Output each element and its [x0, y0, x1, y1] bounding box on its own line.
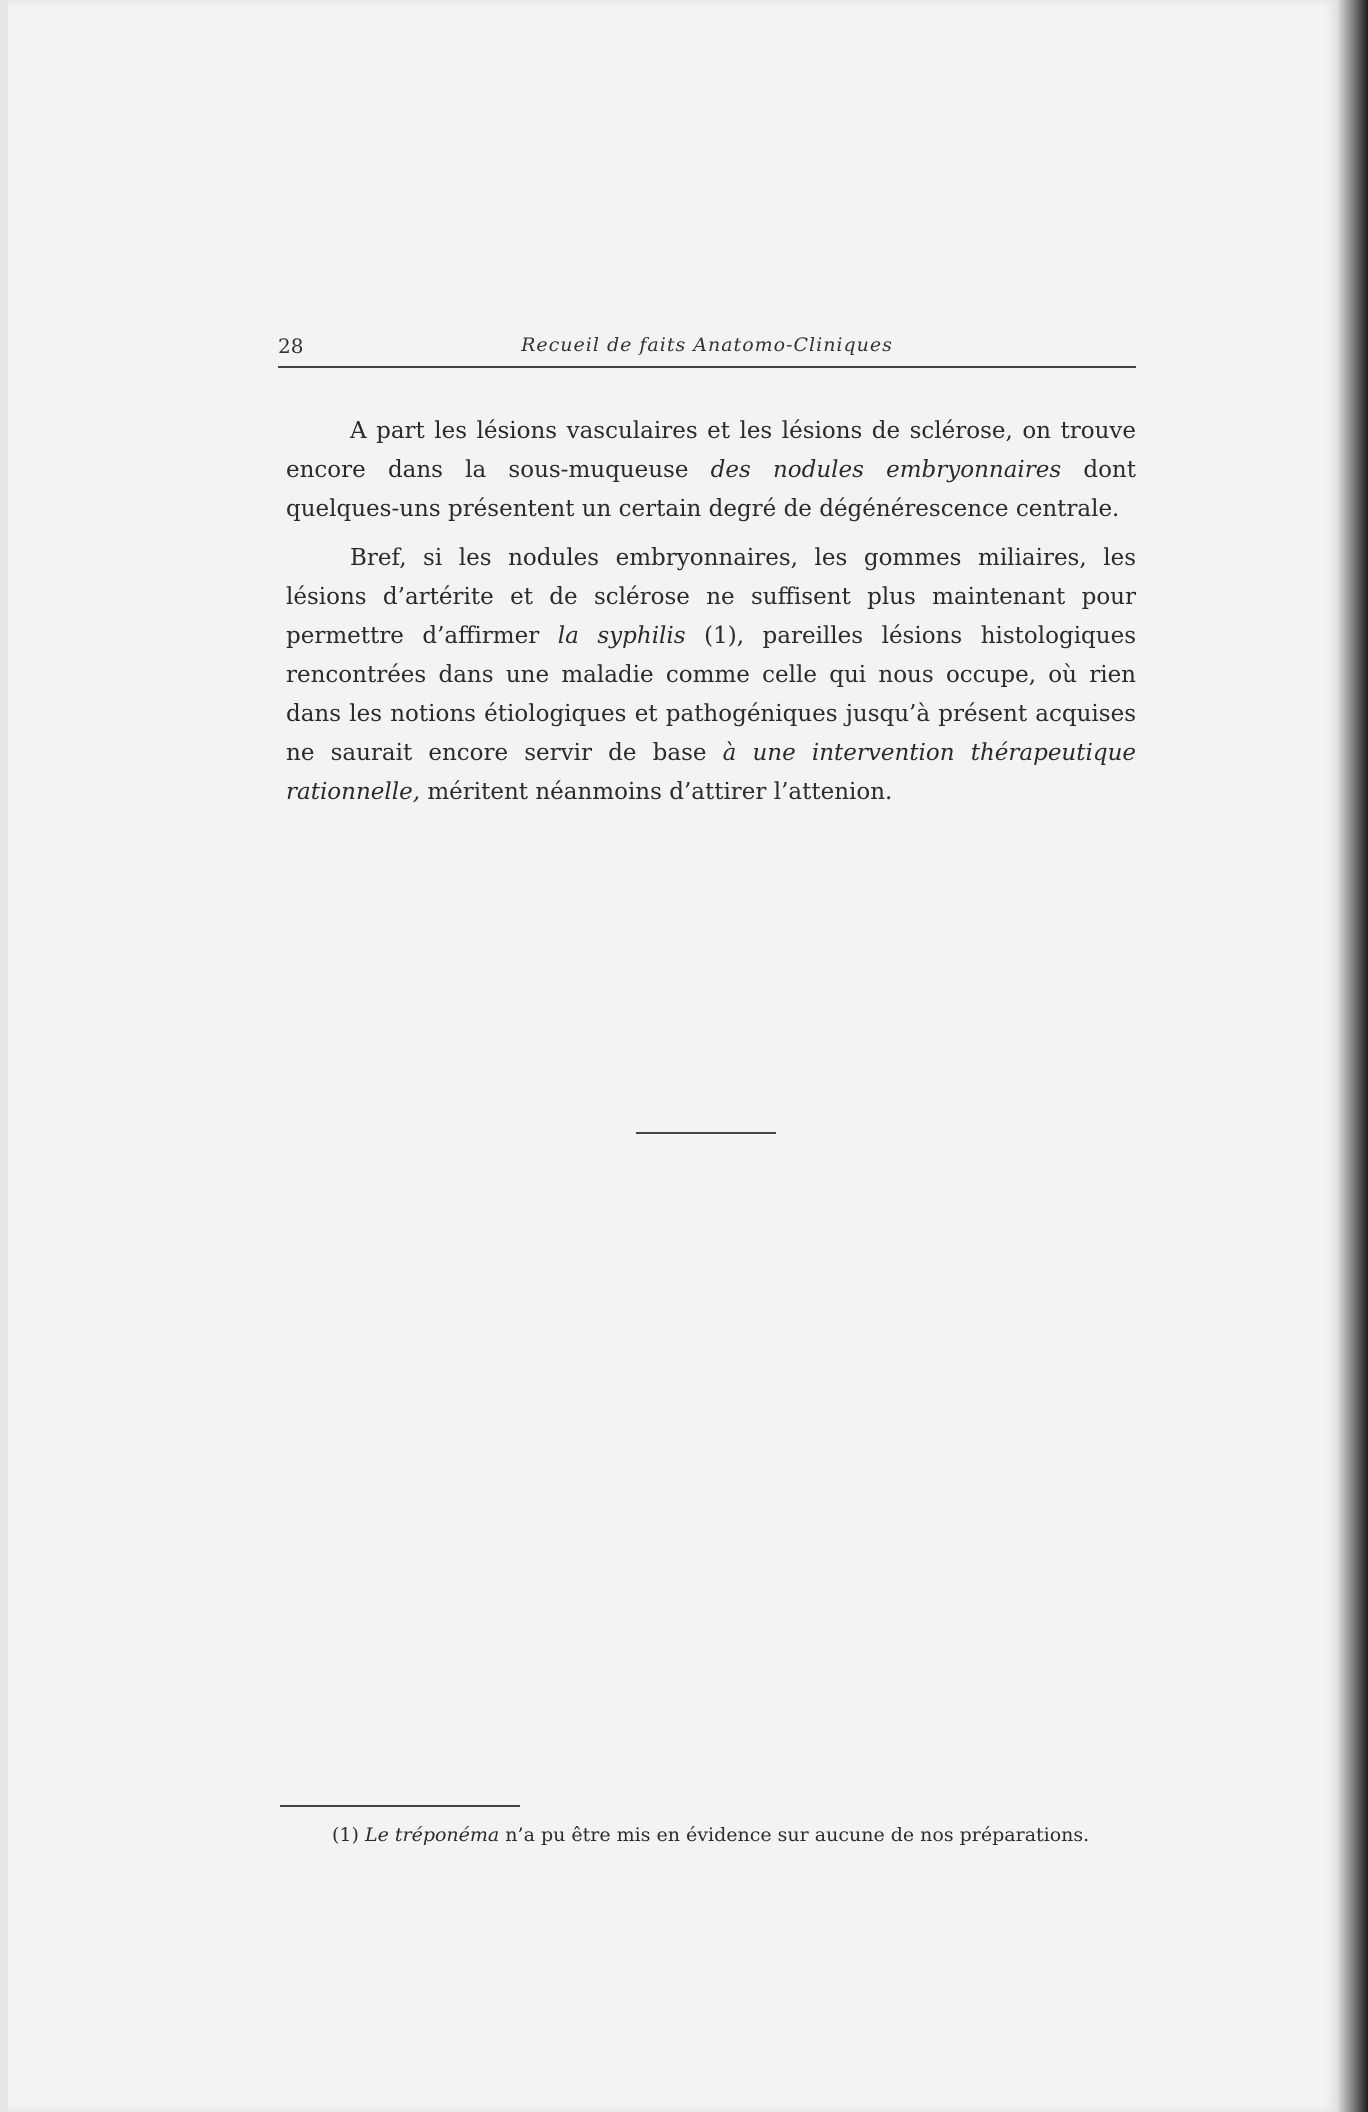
- page-header: [278, 328, 1136, 368]
- footnote-marker: (1): [332, 1824, 359, 1846]
- footnote-text: n’a pu être mis en évidence sur aucune de nos préparations.: [499, 1824, 1090, 1846]
- paragraph-2: [286, 539, 1136, 812]
- running-title: Recueil de faits Anatomo-Cliniques: [521, 334, 893, 356]
- paragraph-1-text-b: dont quelques-uns présentent un certain degré de dégénérescence centrale.: [286, 457, 1136, 522]
- body-text: [286, 412, 1136, 822]
- footnote: [280, 1822, 1136, 1849]
- section-end-rule: [636, 1132, 776, 1134]
- page-edge-shadow: [1338, 0, 1368, 2112]
- paragraph-2-emphasis-b: à une intervention thérapeutique rationnelle,: [286, 740, 1136, 805]
- paragraph-2-text-c: méritent néanmoins d’attirer l’attenion.: [420, 779, 893, 805]
- paragraph-2-text-a: Bref, si les nodules embryonnaires, les gommes miliaires, les lésions d’artérite et de sclérose ne suffisent plus maintenant pour permettre d’affirmer: [286, 545, 1136, 649]
- page-number: 28: [278, 334, 304, 358]
- paragraph-2-emphasis-a: la syphilis: [557, 623, 686, 649]
- page: [8, 0, 1338, 2112]
- footnote-separator: [280, 1805, 520, 1807]
- paragraph-1-text-a: A part les lésions vasculaires et les lésions de sclérose, on trouve encore dans la sous-muqueuse: [286, 418, 1136, 483]
- paragraph-1: [286, 412, 1136, 529]
- paragraph-2-text-b: (1), pareilles lésions histologiques rencontrées dans une maladie comme celle qui nous occupe, où rien dans les notions étiologiques et pathogéniques jusqu’à présent acquises ne saurait encore servir de base: [286, 623, 1136, 766]
- footnote-emphasis: Le tréponéma: [364, 1824, 500, 1846]
- paragraph-1-emphasis: des nodules embryonnaires: [710, 457, 1062, 483]
